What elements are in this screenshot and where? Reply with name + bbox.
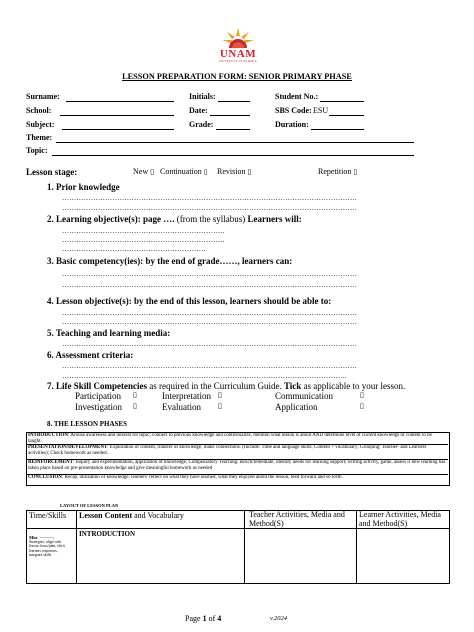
student-no-label: Student No.: bbox=[275, 92, 319, 101]
col-divider-2 bbox=[244, 510, 245, 583]
duration-field[interactable] bbox=[311, 129, 364, 130]
col-time-skills: Time/Skills bbox=[29, 511, 67, 520]
stage-new-label: New bbox=[133, 167, 149, 176]
stage-new[interactable] bbox=[133, 167, 154, 176]
skill-interpretation-label: Interpretation bbox=[162, 391, 211, 401]
phase-conclusion-label: CONCLUSION bbox=[28, 475, 62, 480]
phase-presentation bbox=[26, 445, 448, 460]
checkbox-icon[interactable]: ▯ bbox=[360, 402, 364, 410]
skill-investigation-label: Investigation bbox=[75, 402, 122, 412]
skill-communication-label: Communication bbox=[275, 391, 333, 401]
checkbox-icon[interactable]: ▯ bbox=[203, 168, 208, 176]
life-skills-tail: as applicable to your lesson. bbox=[301, 381, 406, 391]
col-teacher-activities: Teacher Activities, Media and Method(S) bbox=[249, 510, 345, 528]
prior-knowledge-line-1[interactable]: …………………………………………………………………………………………………………… bbox=[62, 194, 358, 202]
skill-evaluation[interactable] bbox=[162, 402, 201, 412]
learning-objectives-line-3[interactable]: …………………………………………………… bbox=[62, 245, 206, 253]
phase-presentation-label: PRESENTATION/DEVELOPMENT bbox=[28, 445, 108, 450]
stage-revision-label: Revision bbox=[217, 167, 246, 176]
col-divider-1 bbox=[76, 510, 77, 583]
phase-introduction-text: : Arouse awareness and interest for topic; connect to previous knowledge and contextualize, mention what lesson is about AND determine level of current knowledge of content to be taught. bbox=[28, 433, 432, 444]
page-number bbox=[185, 614, 221, 623]
checkbox-icon[interactable]: ▯ bbox=[218, 402, 222, 410]
skill-application[interactable] bbox=[275, 402, 318, 412]
col-lesson-content bbox=[79, 511, 184, 520]
duration-label: Duration: bbox=[275, 120, 309, 129]
col-lesson-content-bold: Lesson Content bbox=[79, 511, 133, 520]
row-introduction-heading: INTRODUCTION bbox=[79, 530, 136, 538]
section-assessment-criteria: 6. Assessment criteria: bbox=[47, 350, 134, 360]
initials-field[interactable] bbox=[218, 101, 250, 102]
page-total: 4 bbox=[217, 614, 222, 623]
initials-label: Initials: bbox=[189, 92, 216, 101]
skill-investigation[interactable] bbox=[75, 402, 122, 412]
stage-revision[interactable] bbox=[217, 167, 251, 176]
phase-reinforcement-text: : Inquiry and experimentation, application of knowledge; Compensatory Teaching: enrich/remediate, identify needs for learning support; writing activity, game, assess if new learning has taken place based on pre-presentation knowledge and give meaningful homework as needed bbox=[28, 460, 446, 471]
phase-reinforcement bbox=[26, 460, 448, 475]
time-minutes-label: Min bbox=[29, 535, 38, 540]
stage-repetition[interactable] bbox=[318, 167, 357, 176]
topic-label: Topic: bbox=[26, 146, 48, 155]
col-lesson-content-rest: and Vocabulary bbox=[132, 511, 184, 520]
checkbox-icon[interactable]: ▯ bbox=[133, 402, 137, 410]
basic-competency-line-2[interactable]: …………………………………………………………………………………………………………… bbox=[62, 281, 358, 289]
logo-text: UNAM bbox=[219, 48, 257, 60]
stage-repetition-label: Repetition bbox=[318, 167, 352, 176]
checkbox-icon[interactable]: ▯ bbox=[247, 168, 252, 176]
basic-competency-line-1[interactable]: …………………………………………………………………………………………………………… bbox=[62, 270, 358, 278]
checkbox-icon[interactable]: ▯ bbox=[150, 168, 154, 176]
grade-field[interactable] bbox=[216, 129, 250, 130]
section-life-skills bbox=[47, 381, 405, 391]
surname-field[interactable] bbox=[66, 101, 174, 102]
skill-participation[interactable] bbox=[75, 391, 121, 401]
school-label: School: bbox=[26, 106, 52, 115]
section-prior-knowledge: 1. Prior knowledge bbox=[47, 182, 120, 192]
skill-evaluation-label: Evaluation bbox=[162, 402, 201, 412]
sbs-code-value: ESU bbox=[313, 106, 329, 115]
phase-introduction bbox=[26, 433, 448, 445]
lesson-plan-header-divider bbox=[26, 528, 449, 529]
school-field[interactable] bbox=[60, 115, 174, 116]
section-lesson-objectives: 4. Lesson objective(s): by the end of this lesson, learners should be able to: bbox=[47, 296, 332, 306]
topic-field[interactable] bbox=[52, 155, 414, 156]
lesson-plan-caption: LAYOUT OF LESSON PLAN bbox=[60, 503, 119, 508]
checkbox-icon[interactable]: ▯ bbox=[353, 168, 358, 176]
lesson-objectives-line-1[interactable]: …………………………………………………………………………………………………………… bbox=[62, 309, 358, 317]
phase-reinforcement-label: REINFORCEMENT bbox=[28, 460, 74, 465]
checkbox-icon[interactable]: ▯ bbox=[133, 391, 137, 399]
section-basic-competency: 3. Basic competency(ies): by the end of grade……, learners can: bbox=[47, 256, 293, 266]
checkbox-icon[interactable]: ▯ bbox=[360, 391, 364, 399]
logo-subtext: UNIVERSITY OF NAMIBIA bbox=[219, 60, 257, 63]
teaching-media-line[interactable]: …………………………………………………………………………………………………………… bbox=[62, 340, 358, 348]
skill-participation-label: Participation bbox=[75, 391, 121, 401]
theme-label: Theme: bbox=[26, 133, 53, 142]
time-minutes-value: : ---------; bbox=[37, 535, 55, 540]
phase-presentation-text: : Exploration of content, transfer of knowledge, make connections. (Include: Time and language skills; Content + vocabulary; Grouping; Teacher- and Learners' activities); Check homework as needed. bbox=[28, 445, 428, 456]
life-skills-heading: 7. Life Skill Competencies bbox=[47, 381, 147, 391]
sun-emblem-icon bbox=[218, 26, 258, 50]
form-title: LESSON PREPARATION FORM: SENIOR PRIMARY PHASE bbox=[122, 72, 352, 81]
assessment-criteria-line-2[interactable]: ……………………………………………………………………………………………………….. bbox=[62, 372, 347, 380]
skill-communication[interactable] bbox=[275, 391, 333, 401]
page-of: of bbox=[206, 614, 218, 623]
checkbox-icon[interactable]: ▯ bbox=[218, 391, 222, 399]
version-label: v.2024 bbox=[270, 615, 288, 622]
life-skills-note: as required in the Curriculum Guide. bbox=[147, 381, 284, 391]
learning-objectives-line-1[interactable]: ………………………………………………………….. bbox=[62, 227, 225, 235]
learning-objectives-tail: Learners will: bbox=[247, 214, 302, 224]
sbs-code-field[interactable] bbox=[329, 115, 364, 116]
learning-objectives-note: (from the syllabus) bbox=[174, 214, 248, 224]
life-skills-tick: Tick bbox=[283, 381, 302, 391]
page-current: 1 bbox=[202, 614, 207, 623]
phase-conclusion-text: : Recap, utilization of knowledge; learners' reflect on what they have learned, what they enjoyed about the lesson, feed forward and so forth. bbox=[61, 475, 343, 480]
skill-application-label: Application bbox=[275, 402, 318, 412]
learning-objectives-line-2[interactable]: ………………………………………………………….. bbox=[62, 236, 225, 244]
col-divider-3 bbox=[356, 510, 357, 583]
date-label: Date: bbox=[189, 106, 208, 115]
strategies-note: Strategies: align with lesson focus/plan, elicit learners responses, integrate skills bbox=[29, 540, 65, 558]
section-learning-objectives bbox=[47, 214, 302, 224]
sbs-code-label: SBS Code: bbox=[275, 106, 312, 115]
subject-field[interactable] bbox=[62, 129, 174, 130]
phase-conclusion bbox=[26, 475, 448, 484]
lesson-stage-label: Lesson stage: bbox=[26, 167, 78, 177]
col-learner-activities: Learner Activities, Media and Method(S) bbox=[359, 510, 441, 528]
prior-knowledge-line-2[interactable]: …………………………………………………………………………………………………………… bbox=[62, 204, 358, 212]
stage-continuation[interactable] bbox=[160, 167, 208, 176]
theme-field[interactable] bbox=[56, 142, 414, 143]
surname-label: Surname: bbox=[26, 92, 60, 101]
student-no-field[interactable] bbox=[320, 101, 364, 102]
subject-label: Subject: bbox=[26, 120, 55, 129]
phase-introduction-label: INTRODUCTION bbox=[28, 433, 69, 438]
page-label: Page bbox=[185, 614, 203, 623]
date-field[interactable] bbox=[210, 115, 250, 116]
section-lesson-phases: 8. THE LESSON PHASES bbox=[47, 420, 128, 428]
skill-interpretation[interactable] bbox=[162, 391, 211, 401]
stage-continuation-label: Continuation bbox=[160, 167, 202, 176]
section-teaching-media: 5. Teaching and learning media: bbox=[47, 328, 171, 338]
assessment-criteria-line-1[interactable]: …………………………………………………………………………………………………………… bbox=[62, 362, 358, 370]
grade-label: Grade: bbox=[189, 120, 214, 129]
lesson-objectives-line-2[interactable]: …………………………………………………………………………………………………………… bbox=[62, 318, 358, 326]
learning-objectives-heading: 2. Learning objective(s): page …. bbox=[47, 214, 175, 224]
